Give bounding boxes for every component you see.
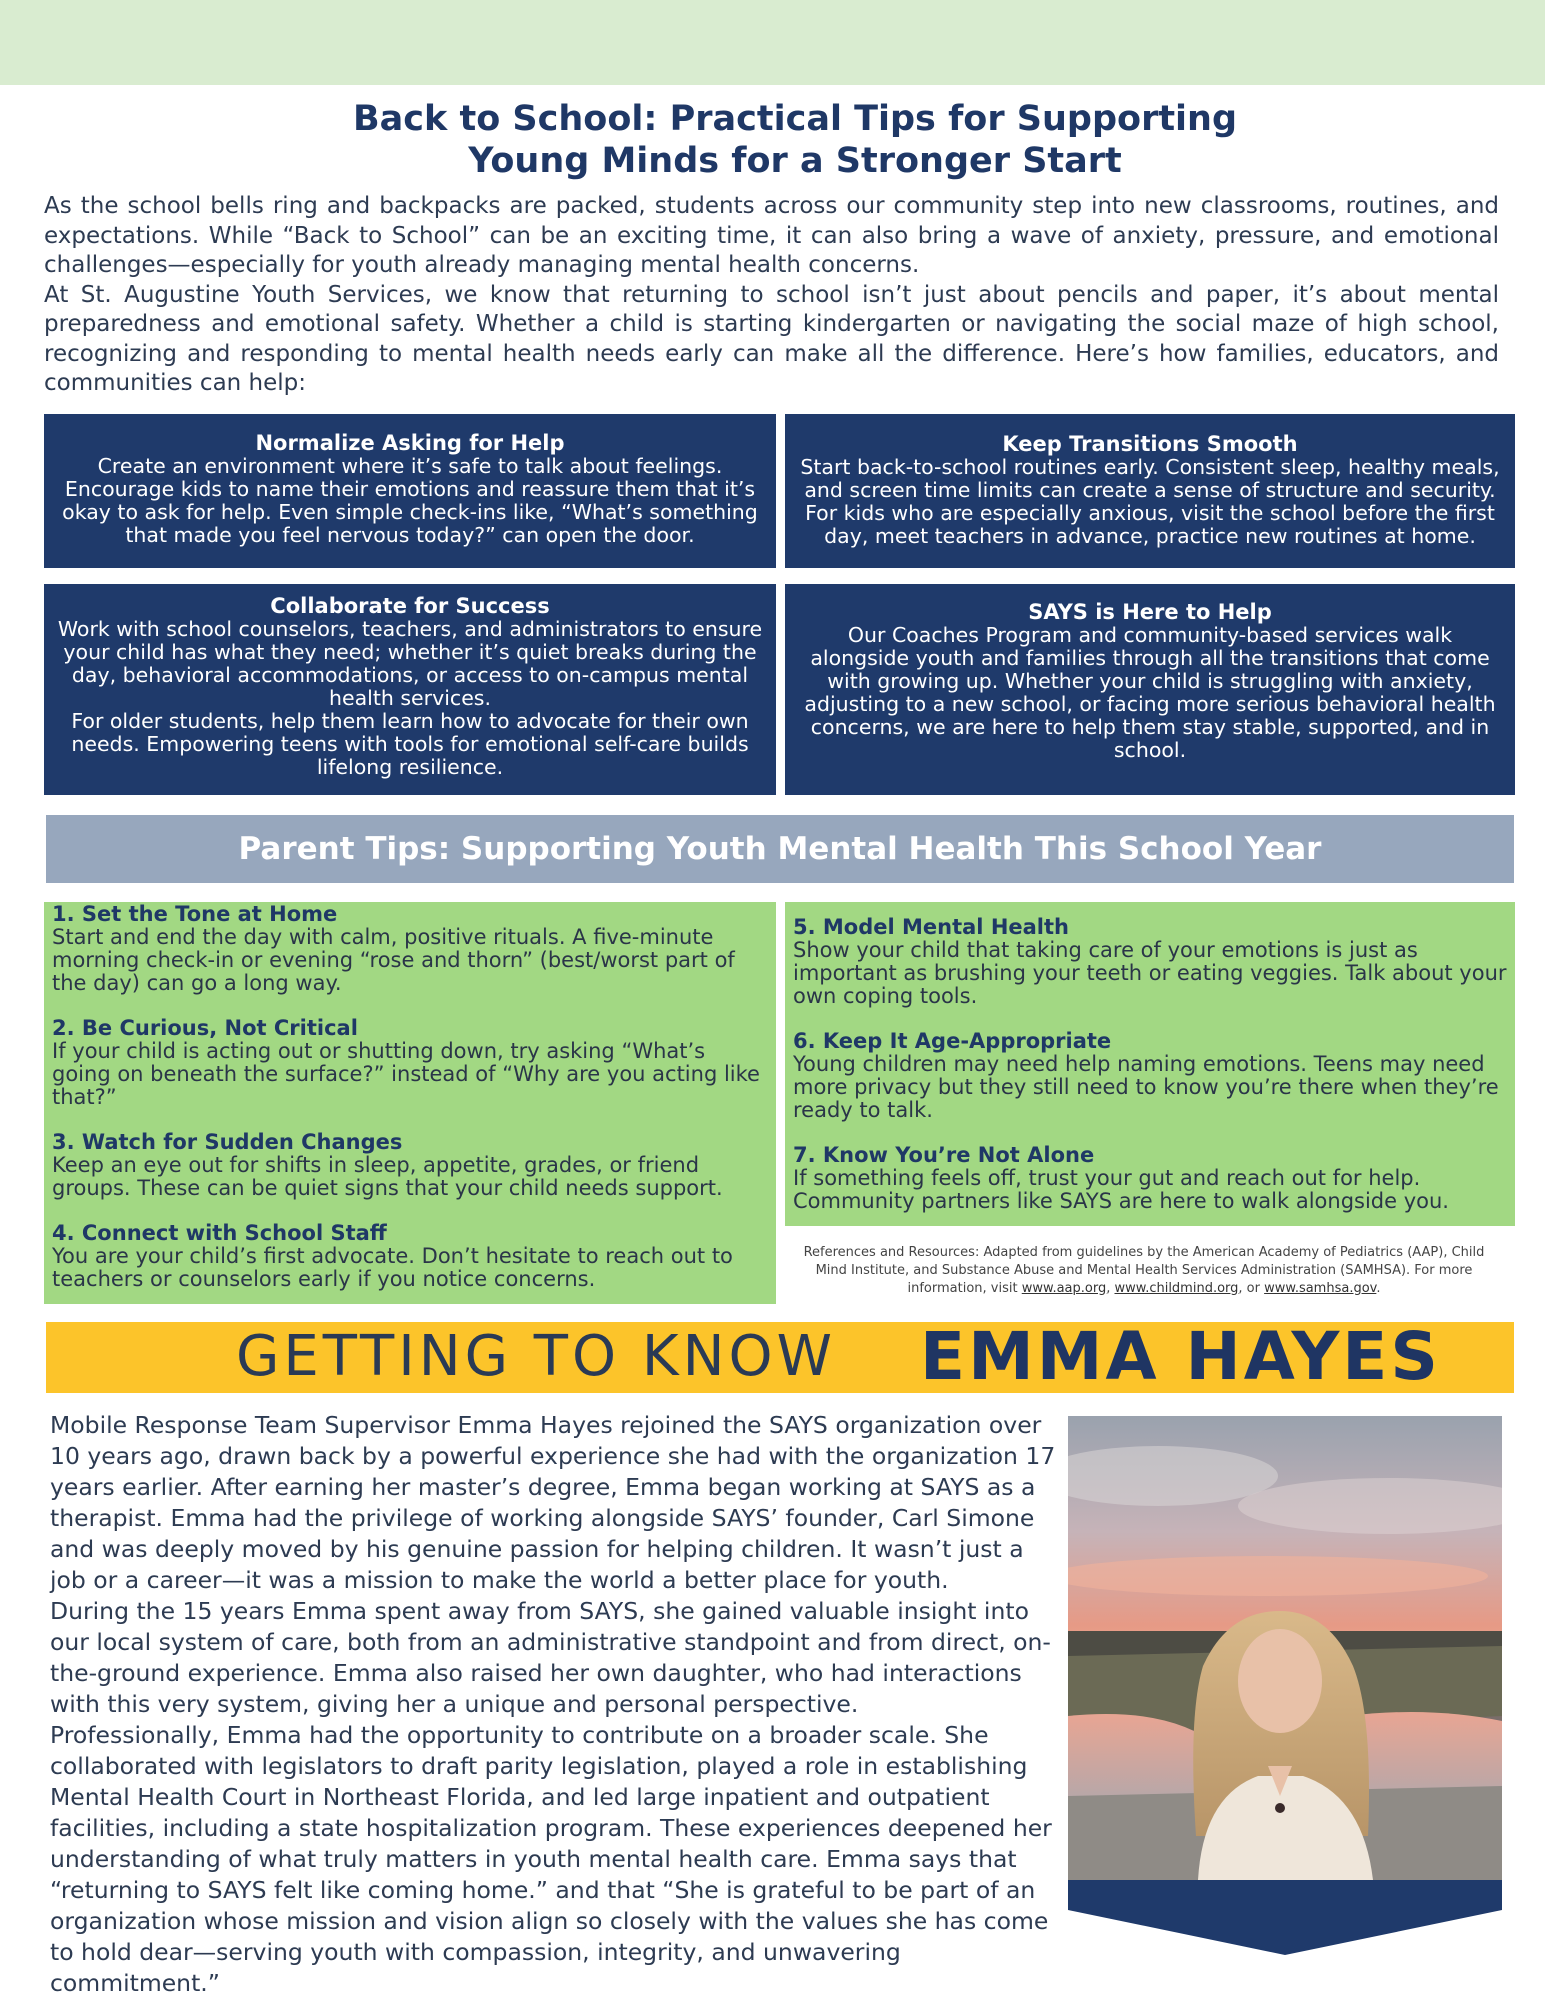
- box-says-help: [785, 584, 1515, 795]
- banner-getting-to-know: GETTING TO KNOW: [236, 1324, 836, 1389]
- tip-7-body: If something feels off, trust your gut and reach out for help. Community partners like SAYS are here to walk alongside you.: [793, 1166, 1449, 1213]
- tip-2-title: 2. Be Curious, Not Critical: [52, 1016, 358, 1040]
- banner-profile-name: EMMA HAYES: [920, 1318, 1441, 1395]
- box-collaborate-title: Collaborate for Success: [270, 594, 550, 618]
- intro-paragraph-2: At St. Augustine Youth Services, we know that returning to school isn’t just about pencils and paper, it’s about mental preparedness and emotional safety. Whether a child is starting kindergarten or navigating the social maze of high school, recognizing and responding to mental health needs early can make all the difference. Here’s how families, educators, and communities can help:: [44, 281, 1499, 396]
- profile-photo-image: [1068, 1416, 1502, 1880]
- box-transitions-body: Start back-to-school routines early. Consistent sleep, healthy meals, and screen time limits can create a sense of structure and security. For kids who are especially anxious, visit the school before the first day, meet teachers in advance, practice new routines at home.: [800, 455, 1500, 548]
- references-note: [788, 1244, 1500, 1298]
- box-collaborate-body-1: Work with school counselors, teachers, and administrators to ensure your child has what they need; whether it’s quiet breaks during the day, behavioral accommodations, or access to on-campus mental health services.: [57, 617, 763, 710]
- tip-2: [52, 1017, 768, 1109]
- bio-paragraph-3: Professionally, Emma had the opportunity to contribute on a broader scale. She collaborated with legislators to draft parity legislation, played a role in establishing Mental Health Court in Northeast Florida, and led large inpatient and outpatient facilities, including a state hospitalization program. These experiences deepened her understanding of what truly matters in youth mental health care. Emma says that “returning to SAYS felt like coming home.” and that “She is grateful to be part of an organization whose mission and vision align so closely with the values she has come to hold dear—serving youth with compassion, integrity, and unwavering commitment.”: [50, 1721, 1052, 1997]
- link-aap[interactable]: www.aap.org: [1021, 1281, 1107, 1296]
- tip-6-title: 6. Keep It Age-Appropriate: [793, 1029, 1112, 1053]
- title-line-1: Back to School: Practical Tips for Supporting: [352, 99, 1238, 139]
- tip-1-body: Start and end the day with calm, positive rituals. A five-minute morning check-in or evening “rose and thorn” (best/worst part of the day) can go a long way.: [52, 925, 735, 995]
- link-samhsa[interactable]: www.samhsa.gov: [1264, 1281, 1377, 1296]
- box-says-body: Our Coaches Program and community-based services walk alongside youth and families through all the transitions that come with growing up. Whether your child is struggling with anxiety, adjusting to a new school, or facing more serious behavioral health concerns, we are here to help them stay stable, supported, and in school.: [804, 623, 1496, 762]
- profile-photo: [1068, 1416, 1502, 1880]
- tip-5-title: 5. Model Mental Health: [793, 915, 1069, 939]
- intro-paragraph-1: As the school bells ring and backpacks are packed, students across our community step into new classrooms, routines, and expectations. While “Back to School” can be an exciting time, it can also bring a wave of anxiety, pressure, and emotional challenges—especially for youth already managing mental health concerns.: [44, 193, 1499, 278]
- title-line-2: Young Minds for a Stronger Start: [468, 141, 1122, 181]
- references-sep-2: , or: [1238, 1281, 1265, 1296]
- tips-left-panel: [44, 902, 776, 1304]
- box-normalize-help: [44, 414, 776, 568]
- profile-banner-tail: [1068, 1880, 1502, 1955]
- profile-bio: [50, 1410, 1060, 1999]
- tip-6: [793, 1030, 1507, 1122]
- tip-1: [52, 903, 768, 995]
- box-collaborate: [44, 584, 776, 795]
- page-title: [200, 98, 1390, 182]
- references-sep-1: ,: [1106, 1281, 1115, 1296]
- link-childmind[interactable]: www.childmind.org: [1114, 1281, 1239, 1296]
- references-text: References and Resources: Adapted from guidelines by the American Academy of Pediatrics (AAP), Child Mind Institute, and Substance Abuse and Mental Health Services Administration (SAMHSA). For more information, visit: [803, 1245, 1485, 1296]
- top-color-band: [0, 0, 1545, 85]
- tip-5-body: Show your child that taking care of your emotions is just as important as brushing your teeth or eating veggies. Talk about your own coping tools.: [793, 938, 1507, 1008]
- tip-4-title: 4. Connect with School Staff: [52, 1221, 387, 1245]
- bio-paragraph-2: During the 15 years Emma spent away from SAYS, she gained valuable insight into our local system of care, both from an administrative standpoint and from direct, on-the-ground experience. Emma also raised her own daughter, who had interactions with this very system, giving her a unique and personal perspective.: [50, 1597, 1051, 1718]
- box-normalize-body: Create an environment where it’s safe to talk about feelings. Encourage kids to name their emotions and reassure them that it’s okay to ask for help. Even simple check-ins like, “What’s something that made you feel nervous today?” can open the door.: [62, 454, 758, 547]
- box-says-title: SAYS is Here to Help: [1028, 600, 1272, 624]
- tip-7-title: 7. Know You’re Not Alone: [793, 1143, 1095, 1167]
- tip-3: [52, 1131, 768, 1200]
- tip-6-body: Young children may need help naming emotions. Teens may need more privacy but they still need to know you’re there when they’re ready to talk.: [793, 1052, 1499, 1122]
- bio-paragraph-1: Mobile Response Team Supervisor Emma Hayes rejoined the SAYS organization over 10 years ago, drawn back by a powerful experience she had with the organization 17 years earlier. After earning her master’s degree, Emma began working at SAYS as a therapist. Emma had the privilege of working alongside SAYS’ founder, Carl Simone and was deeply moved by his genuine passion for helping children. It wasn’t just a job or a career—it was a mission to make the world a better place for youth.: [50, 1411, 1056, 1594]
- tip-5: [793, 916, 1507, 1008]
- parent-tips-heading: Parent Tips: Supporting Youth Mental Health This School Year: [46, 815, 1514, 883]
- tip-3-title: 3. Watch for Sudden Changes: [52, 1130, 403, 1154]
- profile-banner: [46, 1318, 1514, 1395]
- tip-4-body: You are your child’s first advocate. Don’t hesitate to reach out to teachers or counselors early if you notice concerns.: [52, 1244, 733, 1291]
- tip-2-body: If your child is acting out or shutting down, try asking “What’s going on beneath the surface?” instead of “Why are you acting like that?”: [52, 1039, 760, 1109]
- tip-4: [52, 1222, 768, 1291]
- box-collaborate-body-2: For older students, help them learn how to advocate for their own needs. Empowering teens with tools for emotional self-care builds lifelong resilience.: [71, 709, 749, 779]
- intro-text: [44, 192, 1499, 399]
- box-transitions-title: Keep Transitions Smooth: [1002, 432, 1298, 456]
- tip-3-body: Keep an eye out for shifts in sleep, appetite, grades, or friend groups. These can be quiet signs that your child needs support.: [52, 1153, 723, 1200]
- tip-1-title: 1. Set the Tone at Home: [52, 902, 338, 926]
- tip-7: [793, 1144, 1507, 1213]
- box-keep-transitions: [785, 414, 1515, 568]
- box-normalize-title: Normalize Asking for Help: [255, 431, 565, 455]
- references-end: .: [1376, 1281, 1381, 1296]
- tips-right-panel: [785, 902, 1515, 1226]
